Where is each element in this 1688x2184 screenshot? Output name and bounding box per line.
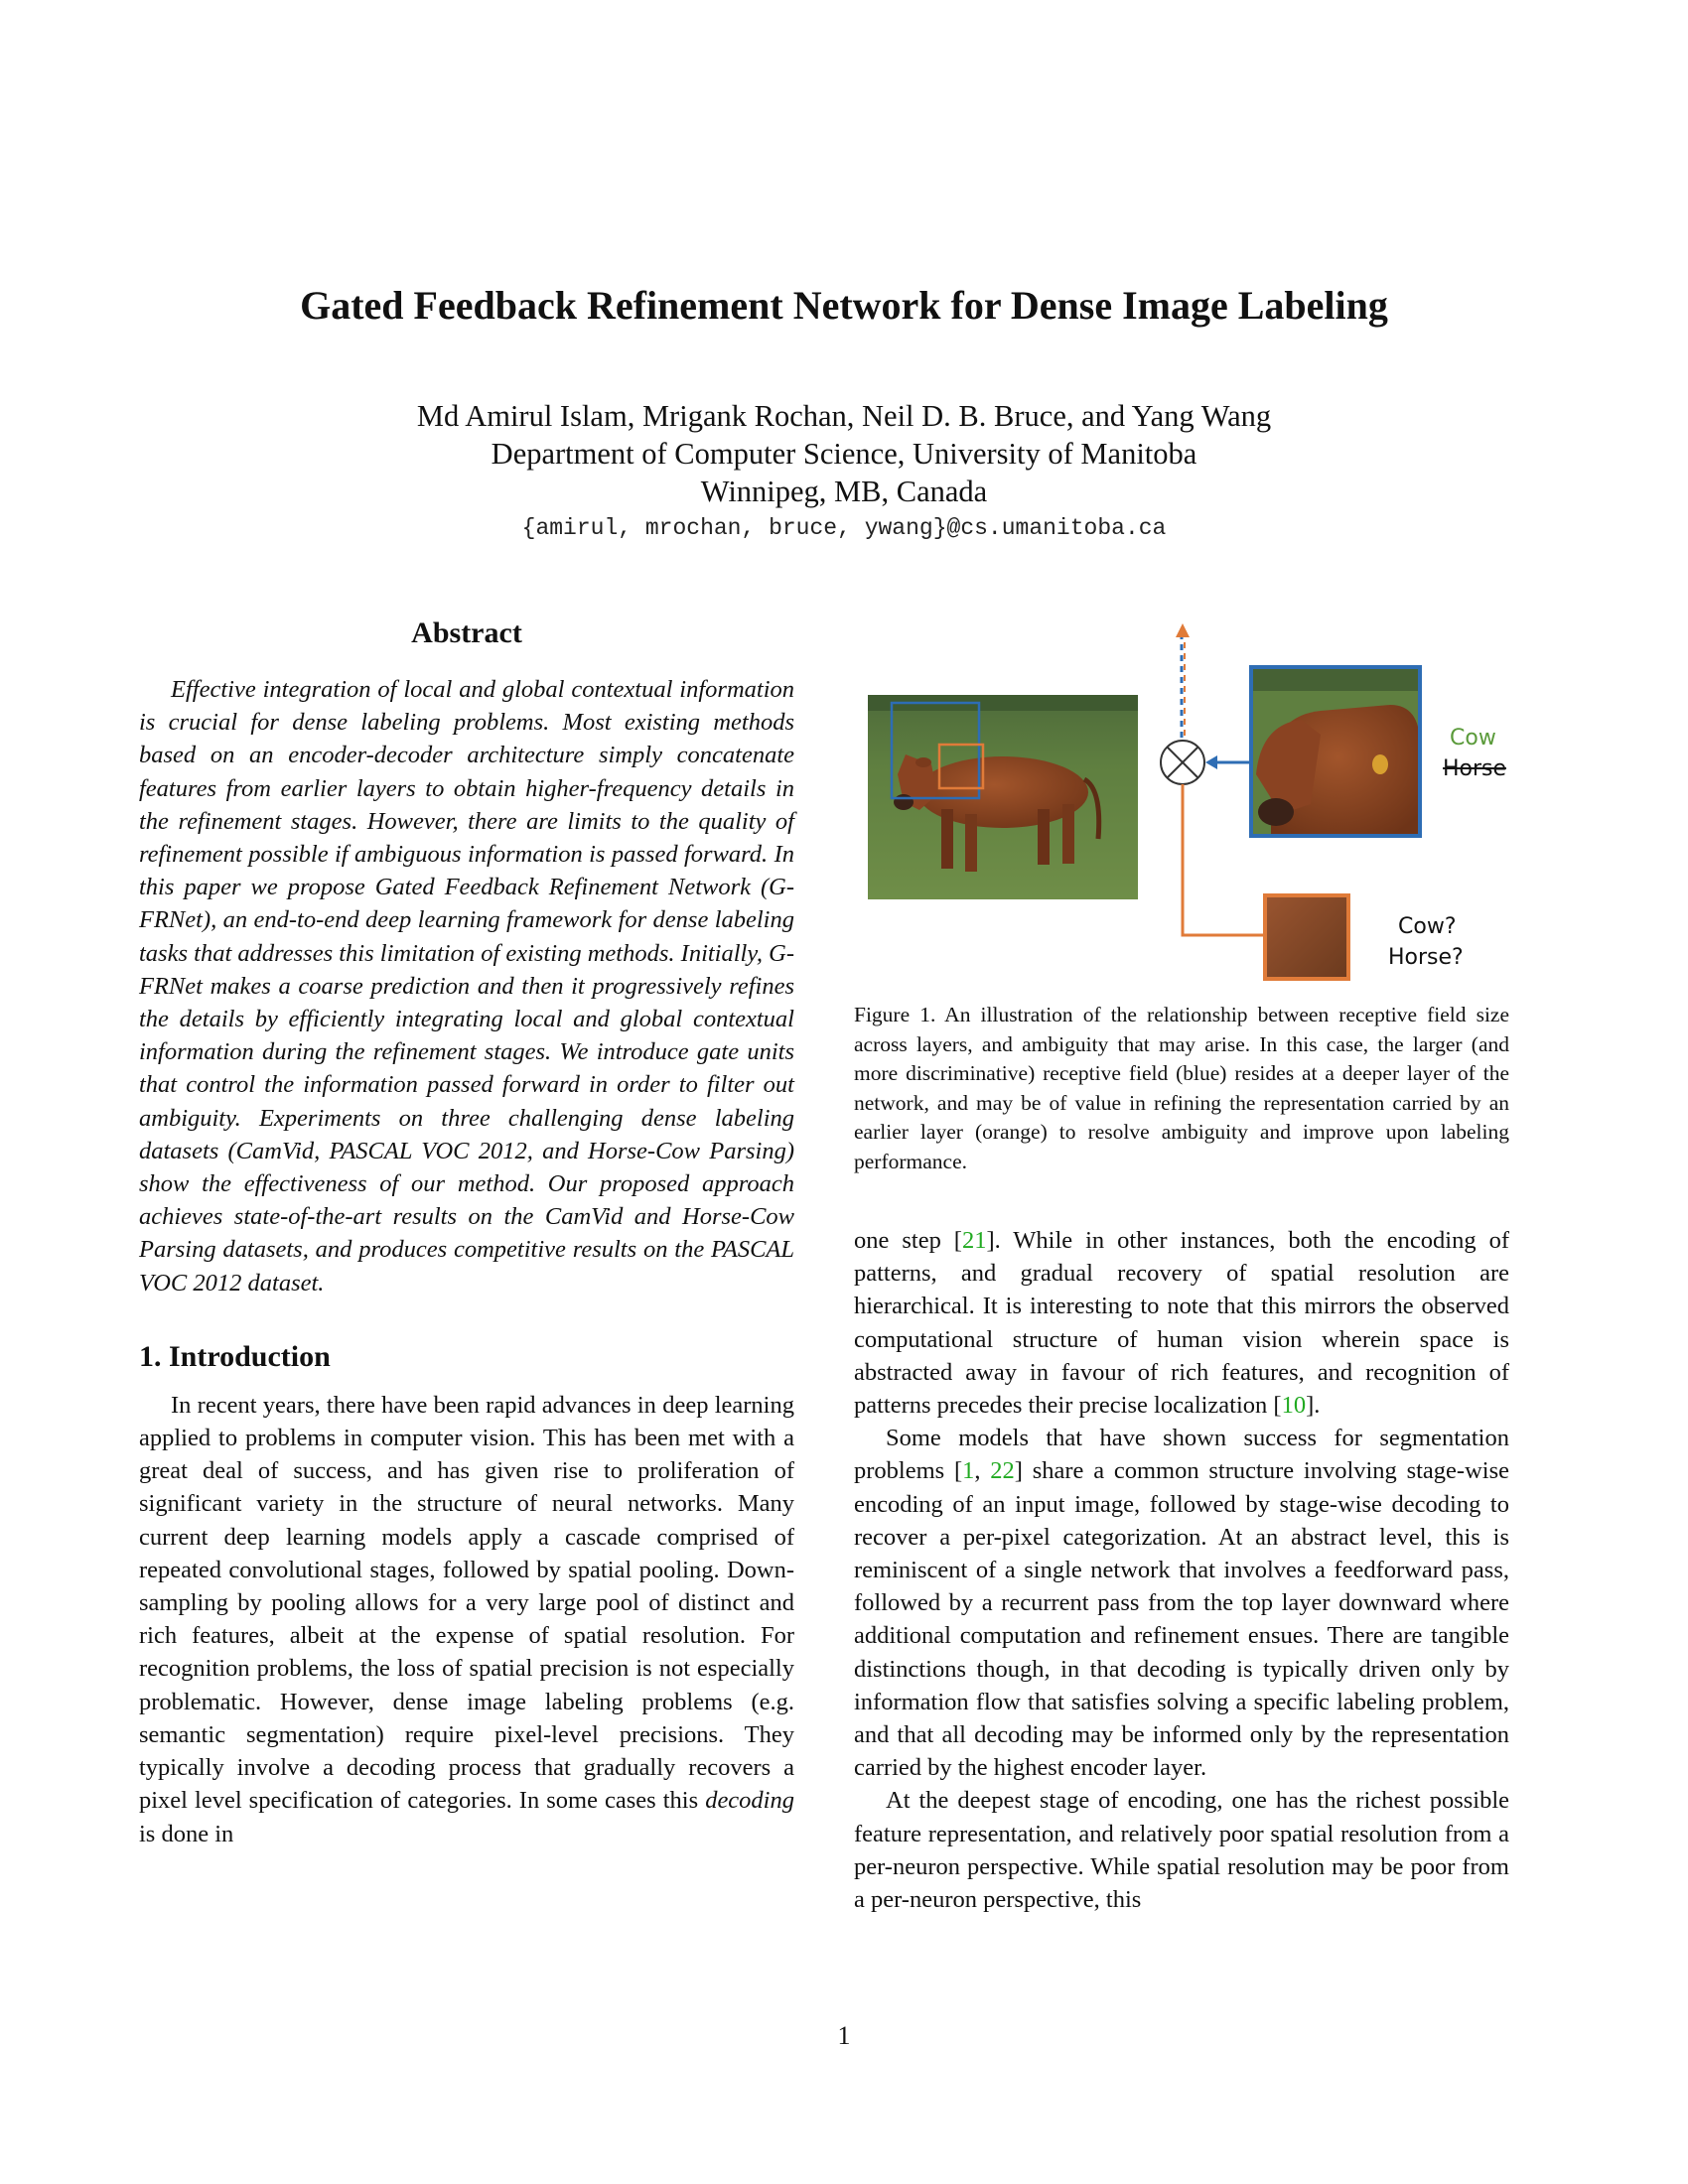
page-number: 1: [837, 2021, 851, 2050]
arrow-head: [1176, 623, 1190, 637]
intro-text: is done in: [139, 1820, 234, 1847]
zoomed-orange-patch: [1265, 895, 1348, 979]
intro-text: ]. While in other instances, both the encoding of patterns, and gradual recovery of spatial resolution are hierarchical. It is interesting to note that this mirrors the observed computational structure of human vision wherein space is abstracted away in favour of rich features, and recognition of patterns precedes their precise localization [: [854, 1227, 1509, 1420]
label-horse-struck: Horse: [1443, 756, 1507, 781]
intro-text: ,: [974, 1457, 991, 1485]
intro-text: In recent years, there have been rapid advances in deep learning applied to problems in computer vision. This has been met with a great deal of success, and has given rise to proliferation of significant variety in the structure of neural networks. Many current deep learning models apply a cascade comprised of repeated convolutional stages, followed by spatial pooling. Down-sampling by pooling allows for a very large pool of distinct and rich features, albeit at the expense of spatial resolution. For recognition problems, the loss of spatial precision is not especially problematic. However, dense image labeling problems (e.g. semantic segmentation) require pixel-level precisions. They typically involve a decoding process that gradually recovers a pixel level specification of categories. In some cases this: [139, 1391, 794, 1815]
abstract-text: Effective integration of local and global contextual information is crucial for dense labeling problems. Most existing methods based on an encoder-decoder architecture simply concatenate features from earlier layers to obtain higher-frequency details in the refinement stages. However, there are limits to the quality of refinement possible if ambiguous information is passed forward. In this paper we propose Gated Feedback Refinement Network (G-FRNet), an end-to-end deep learning framework for dense labeling tasks that addresses this limitation of existing methods. Initially, G-FRNet makes a coarse prediction and then it progressively refines the details by efficiently integrating local and global contextual information during the refinement stages. We introduce gate units that control the information passed forward in order to filter out ambiguity. Experiments on three challenging dense labeling datasets (CamVid, PASCAL VOC 2012, and Horse-Cow Parsing) show the effectiveness of our method. Our proposed approach achieves state-of-the-art results on the CamVid and Horse-Cow Parsing datasets, and produces competitive results on the PASCAL VOC 2012 dataset.: [139, 676, 794, 1297]
intro-text: ] share a common structure involving stage-wise encoding of an input image, followed by stage-wise decoding to recover a per-pixel categorization. At an abstract level, this is reminiscent of a single network that involves a feedforward pass, followed by a recurrent pass from the top layer downward where additional computation and refinement ensues. There are tangible distinctions though, in that decoding is typically driven only by information flow that satisfies solving a specific labeling problem, and that all decoding may be informed only by the representation carried by the highest encoder layer.: [854, 1457, 1510, 1782]
intro-text: ].: [1306, 1392, 1321, 1420]
label-cow: Cow: [1450, 726, 1496, 751]
label-horse-question: Horse?: [1388, 945, 1464, 970]
intro-paragraph: [139, 1389, 794, 1850]
left-column: [139, 615, 794, 1850]
citation-link[interactable]: 21: [961, 1227, 987, 1254]
introduction-body-continued: [854, 1224, 1509, 1916]
label-cow-question: Cow?: [1398, 914, 1457, 939]
figure-1: [854, 615, 1509, 993]
paper-title: Gated Feedback Refinement Network for Dense Image Labeling: [300, 283, 1388, 328]
author-block: [0, 397, 1688, 546]
introduction-body: [139, 1389, 794, 1850]
intro-emphasis: decoding: [705, 1787, 794, 1815]
intro-text: Some models that have shown success for segmentation problems [: [854, 1425, 1509, 1485]
intro-paragraph: [854, 1422, 1509, 1784]
location: Winnipeg, MB, Canada: [700, 475, 988, 508]
section-heading-introduction: 1. Introduction: [139, 1339, 331, 1373]
right-column: [854, 615, 1509, 1916]
zoomed-blue-region: [1251, 667, 1420, 836]
affiliation: Department of Computer Science, University of Manitoba: [491, 437, 1197, 471]
intro-paragraph: At the deepest stage of encoding, one has the richest possible feature representation, and relatively poor spatial resolution from a per-neuron perspective. While spatial resolution may be poor from a per-neuron perspective, this: [854, 1787, 1509, 1914]
citation-link[interactable]: 22: [990, 1457, 1015, 1485]
citation-link[interactable]: 10: [1281, 1392, 1307, 1420]
author-emails: {amirul, mrochan, bruce, ywang}@cs.umanitoba.ca: [521, 515, 1167, 541]
abstract-heading: Abstract: [411, 616, 522, 649]
citation-link[interactable]: 1: [962, 1457, 975, 1485]
gate-multiply-icon: [1161, 741, 1204, 784]
intro-text: one step [: [854, 1227, 962, 1254]
intro-paragraph: [854, 1224, 1509, 1422]
figure-1-illustration: [854, 615, 1509, 993]
author-names: Md Amirul Islam, Mrigank Rochan, Neil D. B. Bruce, and Yang Wang: [416, 399, 1272, 433]
figure-1-caption: Figure 1. An illustration of the relationship between receptive field size across layers, and ambiguity that may arise. In this case, the larger (and more discriminative) receptive field (blue) resides at a deeper layer of the network, and may be of value in refining the representation carried by an earlier layer (orange) to resolve ambiguity and improve upon labeling performance.: [854, 1003, 1509, 1173]
